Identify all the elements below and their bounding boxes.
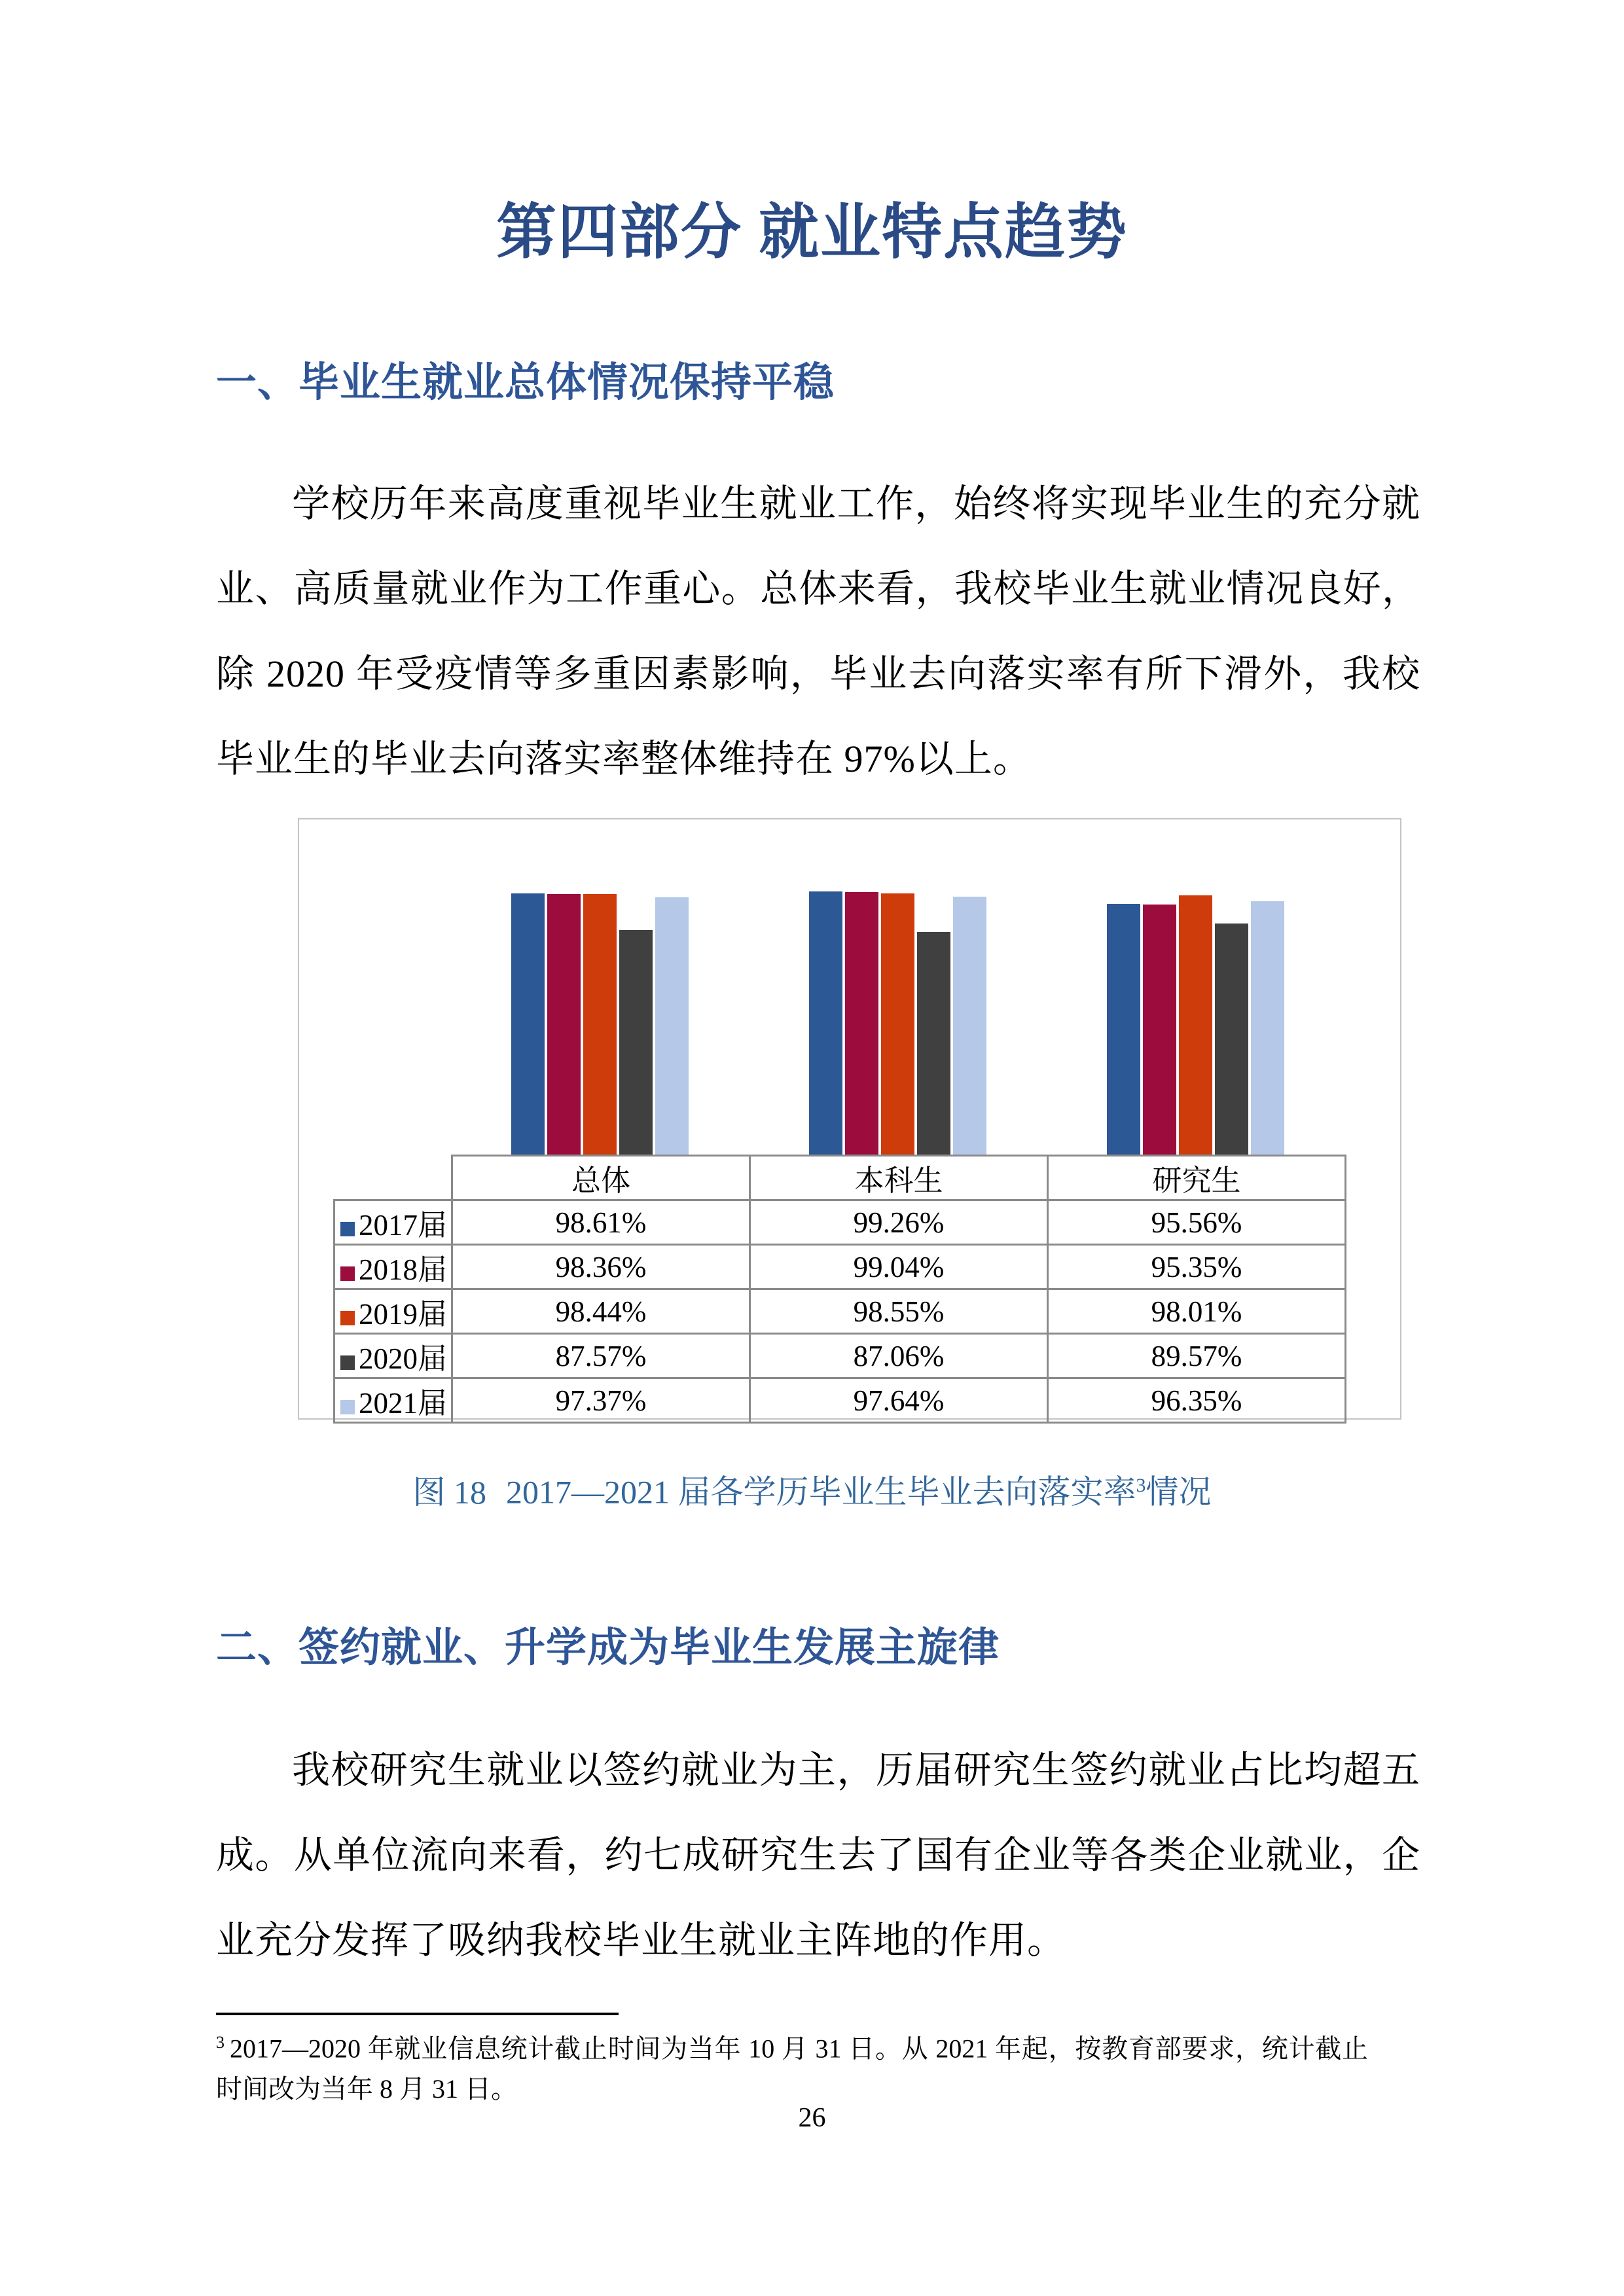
figure-caption	[0, 1460, 1624, 1518]
legend-label: 2020届	[359, 1342, 448, 1375]
bar-s1-c2	[809, 891, 842, 1155]
figure-caption-text: 2017—2021 届各学历毕业生毕业去向落实率	[506, 1473, 1136, 1511]
value-cell-s3-c1: 98.44%	[452, 1289, 750, 1334]
legend-label: 2019届	[359, 1298, 448, 1331]
figure-caption-number: 图 18	[412, 1473, 486, 1511]
value-cell-s4-c2: 87.06%	[750, 1334, 1048, 1378]
column-header-2: 本科生	[750, 1156, 1048, 1200]
bar-s4-c1	[619, 930, 653, 1155]
legend-swatch-icon	[340, 1400, 355, 1414]
section-1-paragraph: 学校历年来高度重视毕业生就业工作，始终将实现毕业生的充分就业、高质量就业作为工作重心。总体来看，我校毕业生就业情况良好，除 2020 年受疫情等多重因素影响，毕业去向落实率有所下滑外，我校毕业生的毕业去向落实率整体维持在 97%以上。	[216, 482, 1420, 780]
bar-s3-c2	[881, 893, 914, 1155]
value-cell-s5-c2: 97.64%	[750, 1378, 1048, 1423]
footnote-marker: 3	[216, 2033, 225, 2052]
legend-cell-3	[334, 1289, 452, 1334]
column-header-1: 总体	[452, 1156, 750, 1200]
value-cell-s1-c3: 95.56%	[1048, 1200, 1346, 1245]
value-cell-s1-c1: 98.61%	[452, 1200, 750, 1245]
legend-cell-2	[334, 1245, 452, 1289]
table-corner-cell	[334, 1156, 452, 1200]
legend-swatch-icon	[340, 1311, 355, 1325]
footnote-separator	[216, 2013, 619, 2015]
bar-s4-c2	[917, 932, 950, 1155]
bar-s1-c1	[511, 893, 545, 1155]
legend-label: 2021届	[359, 1387, 448, 1420]
value-cell-s3-c2: 98.55%	[750, 1289, 1048, 1334]
table-row-2020届	[334, 1334, 1346, 1378]
value-cell-s2-c2: 99.04%	[750, 1245, 1048, 1289]
bar-group-1	[451, 819, 749, 1155]
column-header-3: 研究生	[1048, 1156, 1346, 1200]
legend-label: 2018届	[359, 1253, 448, 1286]
section-2-heading: 二、签约就业、升学成为毕业生发展主旋律	[216, 1626, 1000, 1670]
bar-plot	[451, 819, 1344, 1155]
chart-table-body	[334, 1156, 1346, 1423]
bar-s3-c3	[1179, 895, 1212, 1155]
bar-group-2	[749, 819, 1047, 1155]
footnote-text: 2017—2020 年就业信息统计截止时间为当年 10 月 31 日。从 2021 年起，按教育部要求，统计截止时间改为当年 8 月 31 日。	[216, 2034, 1368, 2104]
chart-data-table	[333, 1155, 1346, 1424]
legend-cell-4	[334, 1334, 452, 1378]
bar-s2-c1	[547, 894, 581, 1155]
value-cell-s5-c1: 97.37%	[452, 1378, 750, 1423]
figure-caption-footnote-ref: 3	[1136, 1475, 1146, 1496]
value-cell-s2-c3: 95.35%	[1048, 1245, 1346, 1289]
value-cell-s1-c2: 99.26%	[750, 1200, 1048, 1245]
page-number: 26	[798, 2103, 826, 2133]
bar-s2-c3	[1143, 905, 1176, 1155]
footnote	[216, 2022, 1368, 2109]
table-row-2019届	[334, 1289, 1346, 1334]
bar-s2-c2	[845, 892, 878, 1155]
value-cell-s4-c3: 89.57%	[1048, 1334, 1346, 1378]
value-cell-s5-c3: 96.35%	[1048, 1378, 1346, 1423]
section-2-paragraph: 我校研究生就业以签约就业为主，历届研究生签约就业占比均超五成。从单位流向来看，约七成研究生去了国有企业等各类企业就业，企业充分发挥了吸纳我校毕业生就业主阵地的作用。	[216, 1749, 1420, 1962]
table-row-2017届	[334, 1200, 1346, 1245]
bar-s1-c3	[1107, 904, 1140, 1155]
value-cell-s3-c3: 98.01%	[1048, 1289, 1346, 1334]
page-title: 第四部分 就业特点趋势	[496, 199, 1128, 266]
legend-cell-5	[334, 1378, 452, 1423]
table-row-2021届	[334, 1378, 1346, 1423]
table-row-2018届	[334, 1245, 1346, 1289]
figure-caption-suffix: 情况	[1146, 1473, 1212, 1511]
table-header-row	[334, 1156, 1346, 1200]
legend-swatch-icon	[340, 1355, 355, 1370]
value-cell-s4-c1: 87.57%	[452, 1334, 750, 1378]
bar-s5-c1	[655, 897, 689, 1155]
bar-s3-c1	[583, 894, 617, 1155]
bar-group-3	[1047, 819, 1344, 1155]
legend-cell-1	[334, 1200, 452, 1245]
value-cell-s2-c1: 98.36%	[452, 1245, 750, 1289]
legend-swatch-icon	[340, 1266, 355, 1281]
legend-swatch-icon	[340, 1222, 355, 1236]
bar-s5-c3	[1251, 901, 1284, 1155]
bar-s5-c2	[953, 897, 986, 1155]
legend-label: 2017届	[359, 1209, 448, 1242]
bar-s4-c3	[1215, 924, 1248, 1155]
figure-18-chart	[298, 818, 1401, 1420]
section-1-heading: 一、毕业生就业总体情况保持平稳	[216, 361, 835, 405]
